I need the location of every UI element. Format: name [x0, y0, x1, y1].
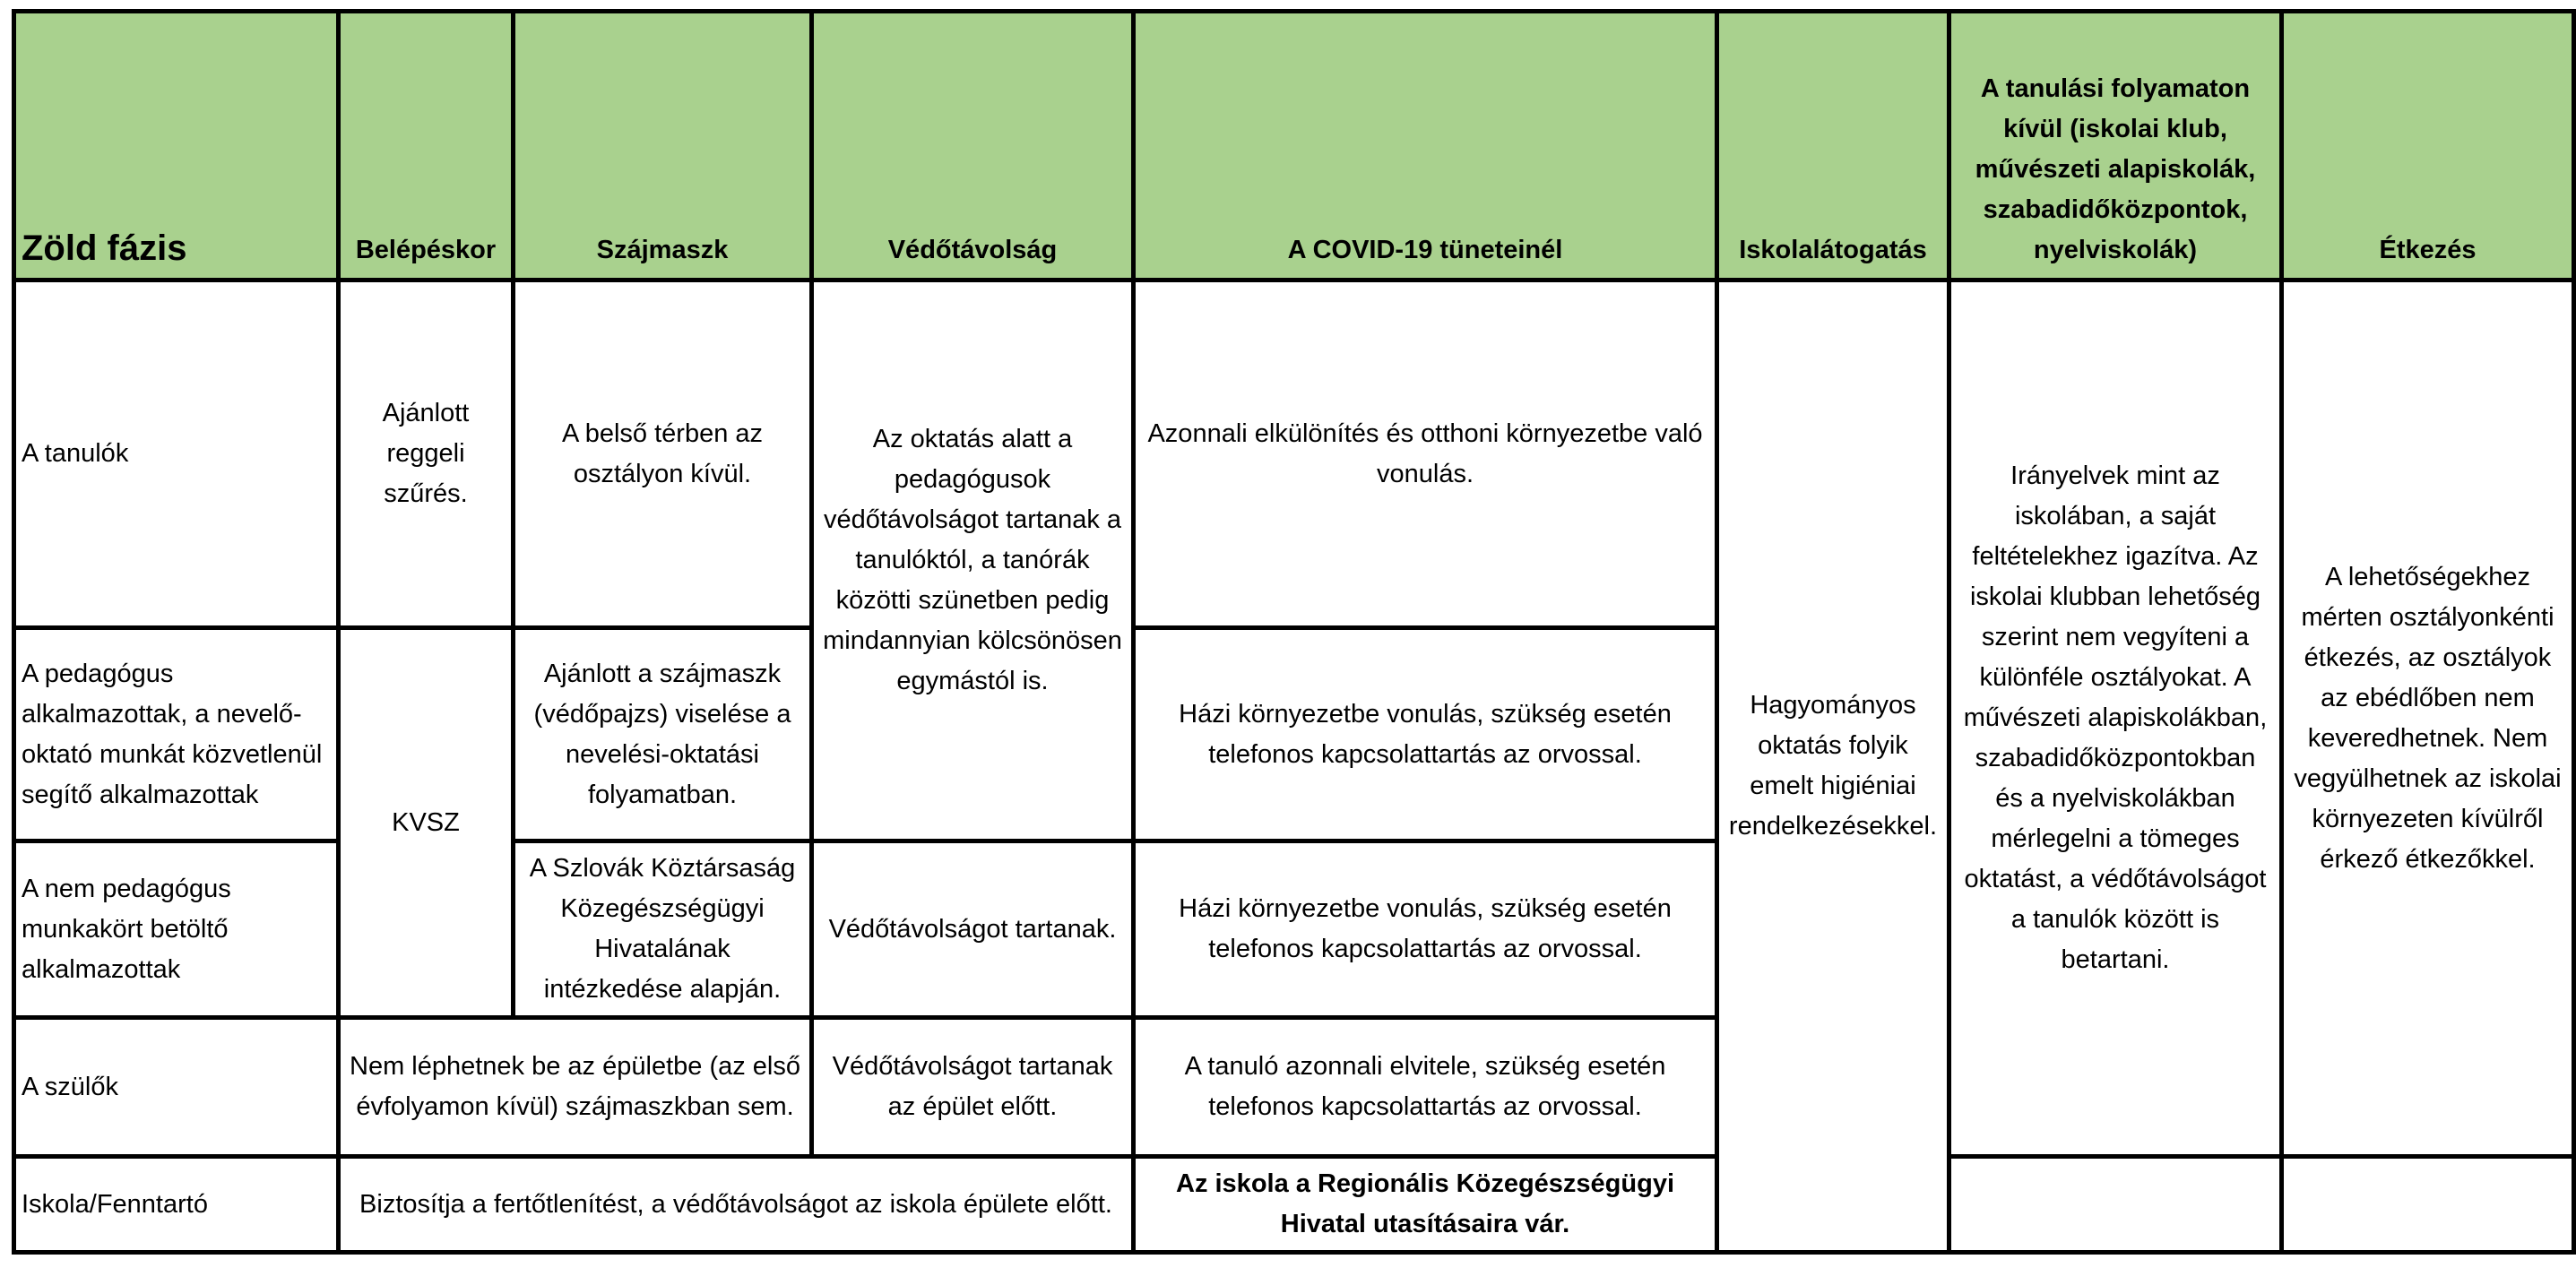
row-label-teachers: A pedagógus alkalmazottak, a nevelő-oktató munkát közvetlenül segítő alkalmazottak: [14, 628, 339, 841]
attendance-cell: Hagyományos oktatás folyik emelt higiéniai rendelkezésekkel.: [1717, 280, 1949, 1253]
column-header-covid: A COVID-19 tüneteinél: [1134, 12, 1717, 280]
school-meals-empty-cell: [2282, 1157, 2574, 1253]
teachers-covid-cell: Házi környezetbe vonulás, szükség esetén telefonos kapcsolattartás az orvossal.: [1134, 628, 1717, 841]
column-header-meals: Étkezés: [2282, 12, 2574, 280]
column-header-outside: A tanulási folyamaton kívül (iskolai klub, művészeti alapiskolák, szabadidőközpontok, nyelviskolák): [1949, 12, 2282, 280]
column-header-entry: Belépéskor: [339, 12, 514, 280]
row-label-school: Iskola/Fenntartó: [14, 1157, 339, 1253]
column-header-attendance: Iskolalátogatás: [1717, 12, 1949, 280]
outside-cell: Irányelvek mint az iskolában, a saját feltételekhez igazítva. Az iskolai klubban lehetőség szerint nem vegyíteni a különféle osztályokat. A művészeti alapiskolákban, szabadidőközpontokban és a nyelviskolákban mérlegelni a tömeges oktatást, a védőtávolságot a tanulók között is betartani.: [1949, 280, 2282, 1157]
table-row-school: [14, 1157, 2574, 1253]
students-entry-cell: Ajánlott reggeli szűrés.: [339, 280, 514, 628]
column-header-distance: Védőtávolság: [812, 12, 1134, 280]
row-label-parents: A szülők: [14, 1018, 339, 1157]
table-row-students: [14, 280, 2574, 628]
row-label-students: A tanulók: [14, 280, 339, 628]
row-label-staff: A nem pedagógus munkakört betöltő alkalmazottak: [14, 841, 339, 1018]
school-entry-distance-cell: Biztosítja a fertőtlenítést, a védőtávolságot az iskola épülete előtt.: [339, 1157, 1134, 1253]
staff-distance-cell: Védőtávolságot tartanak.: [812, 841, 1134, 1018]
column-header-mask: Szájmaszk: [514, 12, 812, 280]
parents-distance-cell: Védőtávolságot tartanak az épület előtt.: [812, 1018, 1134, 1157]
school-outside-empty-cell: [1949, 1157, 2282, 1253]
students-mask-cell: A belső térben az osztályon kívül.: [514, 280, 812, 628]
phase-title: Zöld fázis: [14, 12, 339, 280]
distance-teaching-cell: Az oktatás alatt a pedagógusok védőtávolságot tartanak a tanulóktól, a tanórák közötti szünetben pedig mindannyian kölcsönösen egymástól is.: [812, 280, 1134, 841]
green-phase-table: [12, 9, 2576, 1255]
parents-entry-mask-cell: Nem léphetnek be az épületbe (az első évfolyamon kívül) szájmaszkban sem.: [339, 1018, 812, 1157]
students-covid-cell: Azonnali elkülönítés és otthoni környezetbe való vonulás.: [1134, 280, 1717, 628]
teachers-mask-cell: Ajánlott a szájmaszk (védőpajzs) viselése a nevelési-oktatási folyamatban.: [514, 628, 812, 841]
school-covid-cell: Az iskola a Regionális Közegészségügyi Hivatal utasításaira vár.: [1134, 1157, 1717, 1253]
parents-covid-cell: A tanuló azonnali elvitele, szükség esetén telefonos kapcsolattartás az orvossal.: [1134, 1018, 1717, 1157]
staff-mask-cell: A Szlovák Köztársaság Közegészségügyi Hivatalának intézkedése alapján.: [514, 841, 812, 1018]
staff-covid-cell: Házi környezetbe vonulás, szükség esetén telefonos kapcsolattartás az orvossal.: [1134, 841, 1717, 1018]
header-row: [14, 12, 2574, 280]
kvsz-entry-cell: KVSZ: [339, 628, 514, 1018]
meals-cell: A lehetőségekhez mérten osztályonkénti étkezés, az osztályok az ebédlőben nem keveredhetnek. Nem vegyülhetnek az iskolai környezeten kívülről érkező étkezőkkel.: [2282, 280, 2574, 1157]
